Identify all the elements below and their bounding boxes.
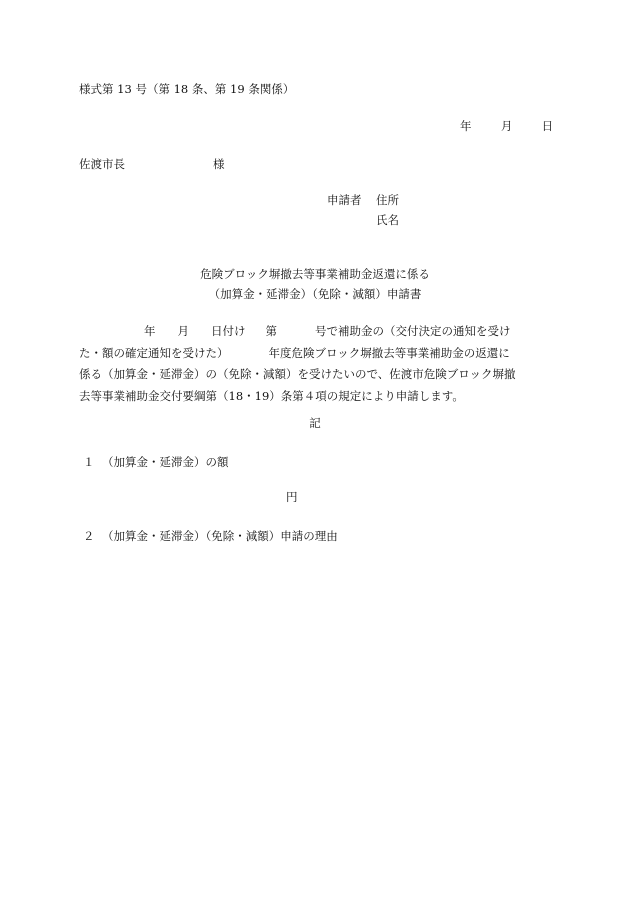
- applicant-name-label: 氏名: [376, 213, 399, 227]
- addressee-mayor: 佐渡市長: [79, 157, 125, 171]
- item2-number: ２: [83, 529, 95, 543]
- application-body: [79, 321, 549, 407]
- applicant-address-label: 住所: [376, 193, 399, 207]
- document-title-line1: 危険ブロック塀撤去等事業補助金返還に係る: [200, 267, 430, 281]
- ki-heading: 記: [309, 416, 321, 430]
- item1-number: １: [83, 455, 95, 469]
- item2-label: （加算金・延滞金）（免除・減額）申請の理由: [102, 529, 338, 543]
- applicant-role: 申請者: [327, 193, 362, 207]
- date-day: 日: [541, 119, 554, 133]
- addressee-honorific: 様: [213, 157, 225, 171]
- date-month: 月: [500, 119, 513, 133]
- date-year: 年: [460, 119, 472, 133]
- date-line: [460, 119, 553, 133]
- form-number: 様式第 13 号（第 18 条、第 19 条関係）: [79, 82, 295, 96]
- body-line-4: 去等事業補助金交付要綱第（18・19）条第４項の規定により申請します。: [79, 388, 464, 403]
- body-line-2: た・額の確定通知を受けた） 年度危険ブロック塀撤去等事業補助金の返還に: [79, 345, 510, 360]
- body-line-3: 係る（加算金・延滞金）の（免除・減額）を受けたいので、佐渡市危険ブロック塀撤: [79, 367, 516, 381]
- item1-label: （加算金・延滞金）の額: [102, 455, 229, 469]
- body-line-1: 年 月 日付け 第 号で補助金の（交付決定の通知を受け: [144, 324, 511, 338]
- document-title-line2: （加算金・延滞金）（免除・減額）申請書: [208, 287, 422, 301]
- item1-unit: 円: [286, 490, 298, 504]
